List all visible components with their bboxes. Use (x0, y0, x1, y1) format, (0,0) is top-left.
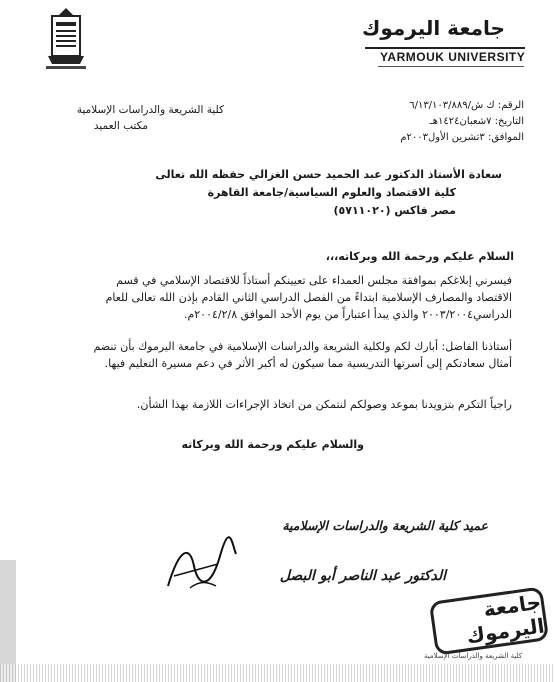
university-logo-icon (40, 6, 92, 72)
reference-label: الرقم: (497, 100, 524, 111)
date-label: التاريخ: (494, 116, 524, 127)
corresponding-date-row (400, 132, 524, 143)
stamp-text: جامعة اليرموك (465, 589, 546, 649)
closing-salutation: والسلام عليكم ورحمة الله وبركاته (181, 438, 364, 451)
university-stamp (429, 586, 549, 655)
paragraph-line: فيسرني إبلاغكم بموافقة مجلس العمداء على تعيينكم أستاذاً للاقتصاد الإسلامي في قسم (116, 274, 512, 287)
paragraph-request: راجياً التكرم بتزويدنا بموعد وصولكم لنتمكن من اتخاذ الإجراءات اللازمة بهذا الشأن. (136, 398, 512, 411)
college-name: كلية الشريعة والدراسات الإسلامية (76, 104, 224, 116)
paragraph-line: أمثال سعادتكم إلى أسرتها التدريسية مما سيكون له أكبر الأثر في دعم مسيرة التعليم فيها. (104, 357, 512, 370)
paragraph-line: الاقتصاد والمصارف الإسلامية ابتداءً من الفصل الدراسي الثاني القادم بإذن الله تعالى للعام (105, 291, 512, 304)
dean-office: مكتب العميد (93, 120, 148, 132)
recipient-name: سعادة الأستاذ الدكتور عبد الحميد حسن الغزالي حفظه الله تعالى (155, 168, 502, 181)
paragraph-appointment (106, 272, 512, 323)
reference-row (409, 100, 524, 111)
handwritten-signature (160, 536, 240, 596)
stamp-subtext: كلية الشريعة والدراسات الإسلامية (424, 652, 523, 660)
header-rule (365, 47, 525, 49)
paragraph-congratulations (93, 338, 512, 372)
university-name-english: YARMOUK UNIVERSITY (380, 50, 526, 64)
date-value: ٧شعبان١٤٢٤هـ (429, 116, 492, 127)
paragraph-line: الدراسي٢٠٠٣/٢٠٠٤ والذي يبدأ اعتباراً من يوم الأحد الموافق ٢٠٠٤/٢/٨م. (183, 308, 512, 321)
paragraph-line: أستاذنا الفاضل: أبارك لكم ولكلية الشريعة والدراسات الإسلامية في جامعة اليرموك بأن تنضم (93, 340, 512, 353)
corresponding-label: الموافق: (487, 132, 524, 143)
header-underline (378, 66, 524, 67)
university-name-arabic: جامعة اليرموك (362, 16, 505, 40)
recipient-fax: مصر فاكس (٥٧١١٠٢٠) (333, 204, 456, 217)
signatory-name: الدكتور عبد الناصر أبو البصل (279, 568, 446, 584)
scan-bottom-band (0, 664, 554, 682)
signatory-title: عميد كلية الشريعة والدراسات الإسلامية (282, 518, 488, 533)
greeting: السلام عليكم ورحمة الله وبركاته،،، (325, 250, 514, 263)
reference-value: ك ش/٦/١٣/١٠٣/٨٨٩ (409, 100, 495, 111)
recipient-affiliation: كلية الاقتصاد والعلوم السياسية/جامعة القاهرة (207, 186, 456, 199)
corresponding-value: ٣تشرين الأول٢٠٠٣م (400, 132, 485, 143)
date-row (430, 116, 524, 127)
